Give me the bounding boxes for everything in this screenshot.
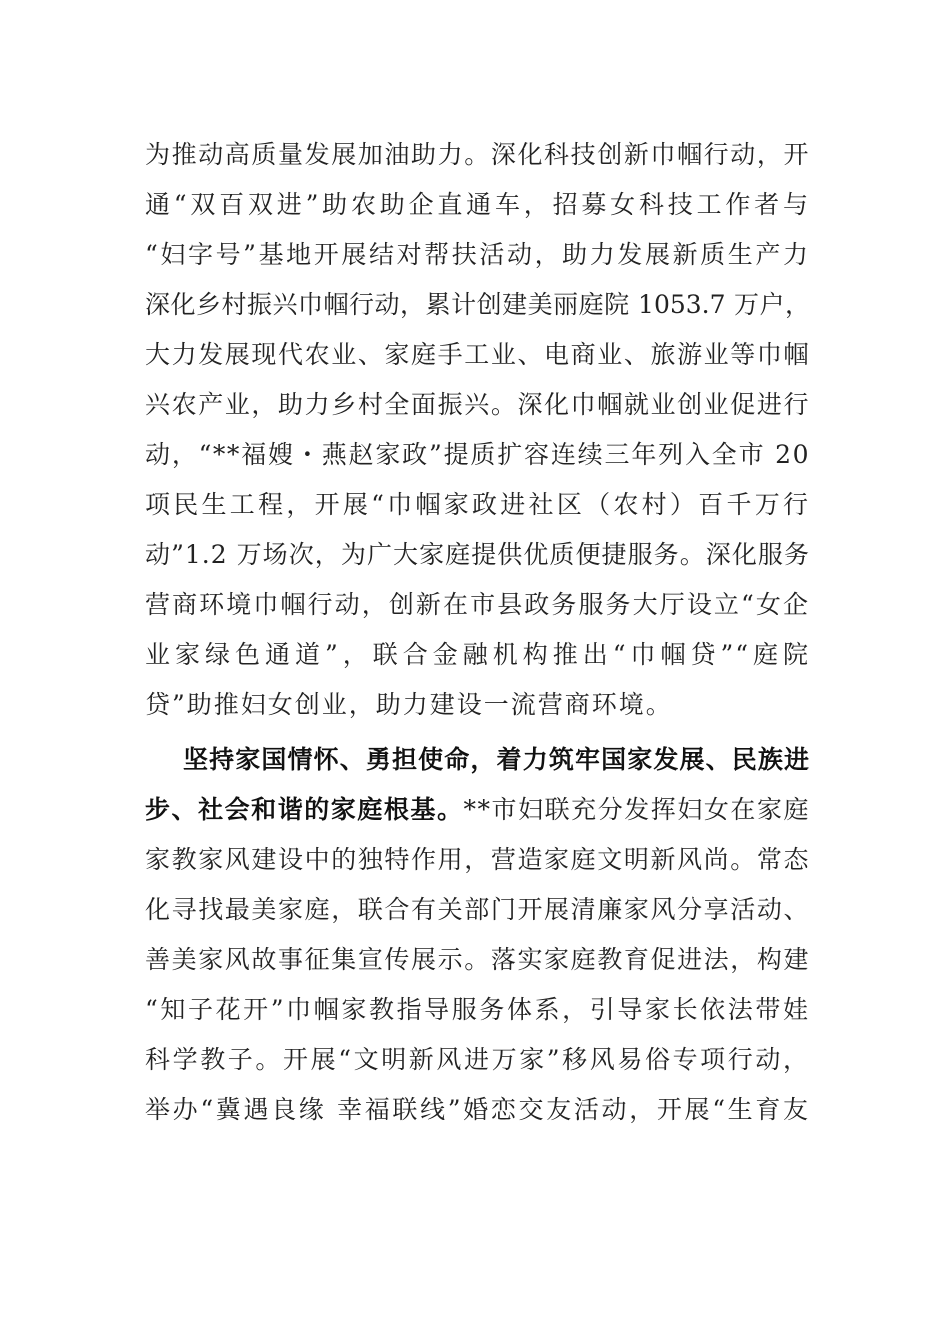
text-line: 科学教子。开展“文明新风进万家”移风易俗专项行动， — [145, 1045, 810, 1074]
text-line: 兴农产业，助力乡村全面振兴。深化巾帼就业创业促进行 — [145, 390, 810, 419]
text-line: 通“双百双进”助农助企直通车，招募女科技工作者与 — [145, 190, 810, 219]
bold-heading-line: 坚持家国情怀、勇担使命，着力筑牢国家发展、民族进 — [183, 745, 810, 774]
paragraph-2 — [145, 735, 810, 1135]
text-line: 举办“冀遇良缘 幸福联线”婚恋交友活动，开展“生育友 — [145, 1095, 810, 1124]
text-line: 家教家风建设中的独特作用，营造家庭文明新风尚。常态 — [145, 845, 810, 874]
text-line: “妇字号”基地开展结对帮扶活动，助力发展新质生产力 — [145, 240, 810, 269]
text-line: 项民生工程，开展“巾帼家政进社区（农村）百千万行 — [145, 490, 810, 519]
text-line: “知子花开”巾帼家教指导服务体系，引导家长依法带娃 — [145, 995, 810, 1024]
text-line: 动”1.2 万场次，为广大家庭提供优质便捷服务。深化服务 — [145, 540, 810, 569]
mixed-heading-line — [145, 785, 810, 835]
text-line: 化寻找最美家庭，联合有关部门开展清廉家风分享活动、 — [145, 895, 810, 924]
text-line: 大力发展现代农业、家庭手工业、电商业、旅游业等巾帼 — [145, 340, 810, 369]
text-line: 营商环境巾帼行动，创新在市县政务服务大厅设立“女企 — [145, 590, 810, 619]
text-line-last: 贷”助推妇女创业，助力建设一流营商环境。 — [145, 690, 673, 719]
text-line: 为推动高质量发展加油助力。深化科技创新巾帼行动，开 — [145, 140, 810, 169]
text-line: 动，“**福嫂・燕赵家政”提质扩容连续三年列入全市 20 — [145, 440, 810, 469]
paragraph-text-fragment: **市妇联充分发挥妇女在家庭 — [463, 795, 810, 824]
paragraph-1 — [145, 130, 810, 730]
text-line: 深化乡村振兴巾帼行动，累计创建美丽庭院 1053.7 万户， — [145, 290, 810, 319]
bold-heading-fragment: 步、社会和谐的家庭根基。 — [145, 795, 464, 824]
text-line: 善美家风故事征集宣传展示。落实家庭教育促进法，构建 — [145, 945, 810, 974]
text-line: 业家绿色通道”，联合金融机构推出“巾帼贷”“庭院 — [145, 640, 810, 669]
